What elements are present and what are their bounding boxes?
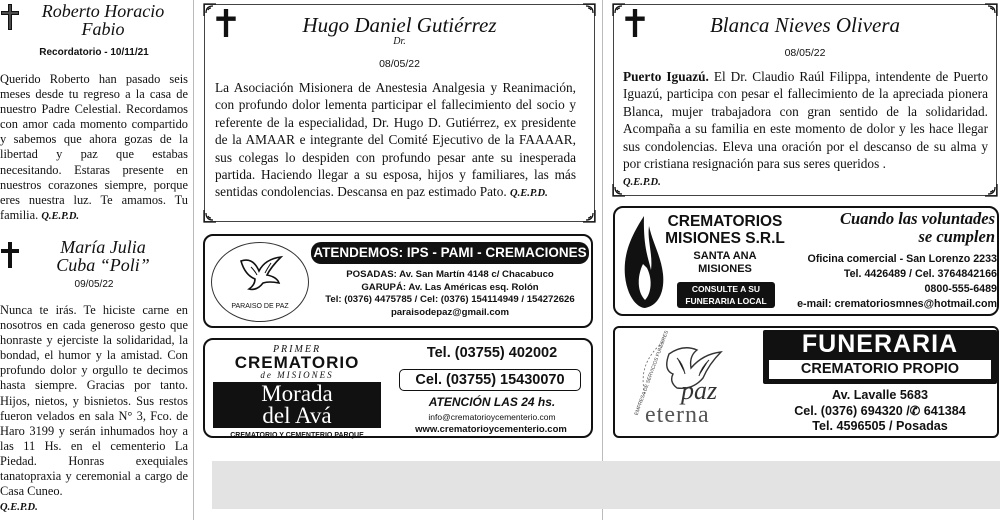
dove-icon	[237, 255, 285, 293]
obituary-name: Roberto Horacio Fabio	[41, 1, 165, 39]
morada-name: Morada del Avá	[213, 382, 381, 428]
paraiso-logo	[211, 242, 309, 322]
morada-email: info@crematorioycementerio.com	[428, 412, 556, 422]
corner-ornament	[582, 209, 596, 223]
ad-paraiso-de-paz	[203, 234, 593, 328]
paz-eterna-logo-paz: paz	[681, 376, 718, 405]
column-divider	[602, 0, 603, 520]
obituary-subtitle: Recordatorio - 10/11/21	[39, 47, 149, 58]
crematorios-location: SANTA ANA MISIONES	[693, 250, 757, 275]
corner-ornament	[582, 3, 596, 17]
ad-crematorios-misiones	[613, 206, 999, 316]
ad-morada-del-ava	[203, 338, 593, 438]
paz-eterna-arc-text: EMPRESA DE SERVICIOS FUNEBRES	[633, 329, 670, 417]
latin-cross-icon	[0, 4, 20, 30]
morada-web: www.crematorioycementerio.com	[415, 424, 567, 435]
obituary-name: María Julia Cuba “Poli”	[56, 237, 150, 275]
latin-cross-icon	[0, 242, 20, 268]
morada-crematorio: CREMATORIO	[234, 353, 360, 372]
obituary-body: Querido Roberto han pasado seis meses desde tu regreso a la casa de nuestro Padre Celestial. Recordamos con amor cada momento compartido y sabemos que ahora gozas de la libertad y paz que estabas necesitando. Estaras presente en nuestros corazones siempre, porque eres nuestra luz. Te amamos. Tu familia. Q.E.P.D.	[0, 72, 188, 222]
ad-paz-eterna	[613, 326, 999, 438]
corner-ornament	[203, 209, 217, 223]
crematorios-slogan: Cuando las voluntades se cumplen	[840, 209, 995, 246]
obituary-body: Nunca te irás. Te hiciste carne en nosotros en cada generoso gesto que honraste y ejerciste la solidaridad, la bondad, el humor y la amistad. Con profundo dolor y orgullo te decimos hasta siempre. Gracias por tanto. Hijos, nietos, y bisnietos. Sus restos fueron velados en sala N° 3, Fco. de Haro 3199 y serán inhumados hoy a las 11 Hs. en el cementerio La Piedad. Honras exequiales tanatopraxia y ceremonial a cargo de Casa Cuneo. Q.E.P.D.	[0, 303, 188, 514]
notice-date: 08/05/22	[379, 58, 420, 70]
notice-hugo-gutierrez	[204, 4, 595, 222]
notice-body: La Asociación Misionera de Anestesia Analgesia y Reanimación, con profundo dolor lementa participar el fallecimiento del socio y referente de la especialidad, Dr. Hugo D. Gutiérrez, ex presidente de la AMAAR e integrante del Comité Ejecutivo de la FAAAAR, sus colegas lo despiden con profundo pesar ante su inesperada partida. Haciendo llegar a su esposa, hijos y familiares, las más sentidas condolencias. Descansa en paz estimado Pato. Q.E.P.D.	[215, 80, 576, 200]
notice-name: Hugo Daniel Gutiérrez	[302, 13, 497, 37]
morada-de-misiones: de MISIONES	[260, 370, 334, 380]
paz-eterna-logo	[623, 329, 759, 434]
latin-cross-icon	[215, 9, 237, 42]
morada-top: PRIMER	[272, 344, 322, 355]
notice-body: Puerto Iguazú. El Dr. Claudio Raúl Filippa, intendente de Puerto Iguazú, participa con pesar el fallecimiento de la apreciada pionera Blanca, mujer trabajadora con gran sentido de la solidaridad. Acompaña a su familia en este momento de dolor y les hace llegar sus condolencias. Eleva una oración por el descanso de su alma y por cristiana resignación para sus seres queridos . Q.E.P.D.	[623, 69, 989, 189]
crematorios-badge: CONSULTE A SU FUNERARIA LOCAL	[677, 282, 775, 308]
obituary-roberto	[0, 2, 188, 224]
paz-eterna-logo-eterna: eterna	[645, 402, 710, 428]
notice-blanca-olivera	[613, 4, 997, 196]
corner-ornament	[984, 183, 998, 197]
notice-name: Blanca Nieves Olivera	[709, 13, 901, 37]
paraiso-banner: ATENDEMOS: IPS - PAMI - CREMACIONES	[311, 242, 589, 264]
notice-title-prefix: Dr.	[393, 36, 406, 47]
column-divider	[193, 0, 194, 520]
obituary-date: 09/05/22	[74, 279, 114, 290]
crematorios-name: CREMATORIOS MISIONES S.R.L	[665, 213, 785, 247]
paz-eterna-contact: Av. Lavalle 5683 Cel. (0376) 694320 /✆ 641384 Tel. 4596505 / Posadas	[794, 388, 966, 433]
morada-hours: ATENCIÓN LAS 24 hs.	[428, 395, 556, 409]
corner-ornament	[984, 3, 998, 17]
paraiso-logo-text: PARAISO DE PAZ	[231, 303, 289, 310]
latin-cross-icon	[624, 9, 646, 42]
obituary-maria	[0, 238, 188, 515]
left-obituary-column	[0, 0, 188, 520]
morada-cel: Cel. (03755) 15430070	[399, 369, 581, 391]
empty-ad-space	[212, 461, 1000, 509]
corner-ornament	[612, 183, 626, 197]
paraiso-details: POSADAS: Av. San Martín 4148 c/ Chacabuco GARUPÁ: Av. Las Américas esq. Rolón Tel: (0376) 4475785 / Cel: (0376) 154114949 / 154272626 paraisodepaz@gmail.com	[325, 269, 575, 318]
morada-logo	[213, 344, 381, 439]
morada-tagline: CREMATORIO Y CEMENTERIO PARQUE	[230, 432, 364, 439]
morada-tel: Tel. (03755) 402002	[426, 345, 558, 361]
crematorios-contact: Oficina comercial - San Lorenzo 2233 Tel. 4426489 / Cel. 3764842166 0800-555-6489 e-mail: crematoriosmnes@hotmail.com	[797, 253, 997, 310]
paz-eterna-banner: FUNERARIA CREMATORIO PROPIO	[763, 330, 997, 384]
notice-date: 08/05/22	[784, 47, 826, 59]
